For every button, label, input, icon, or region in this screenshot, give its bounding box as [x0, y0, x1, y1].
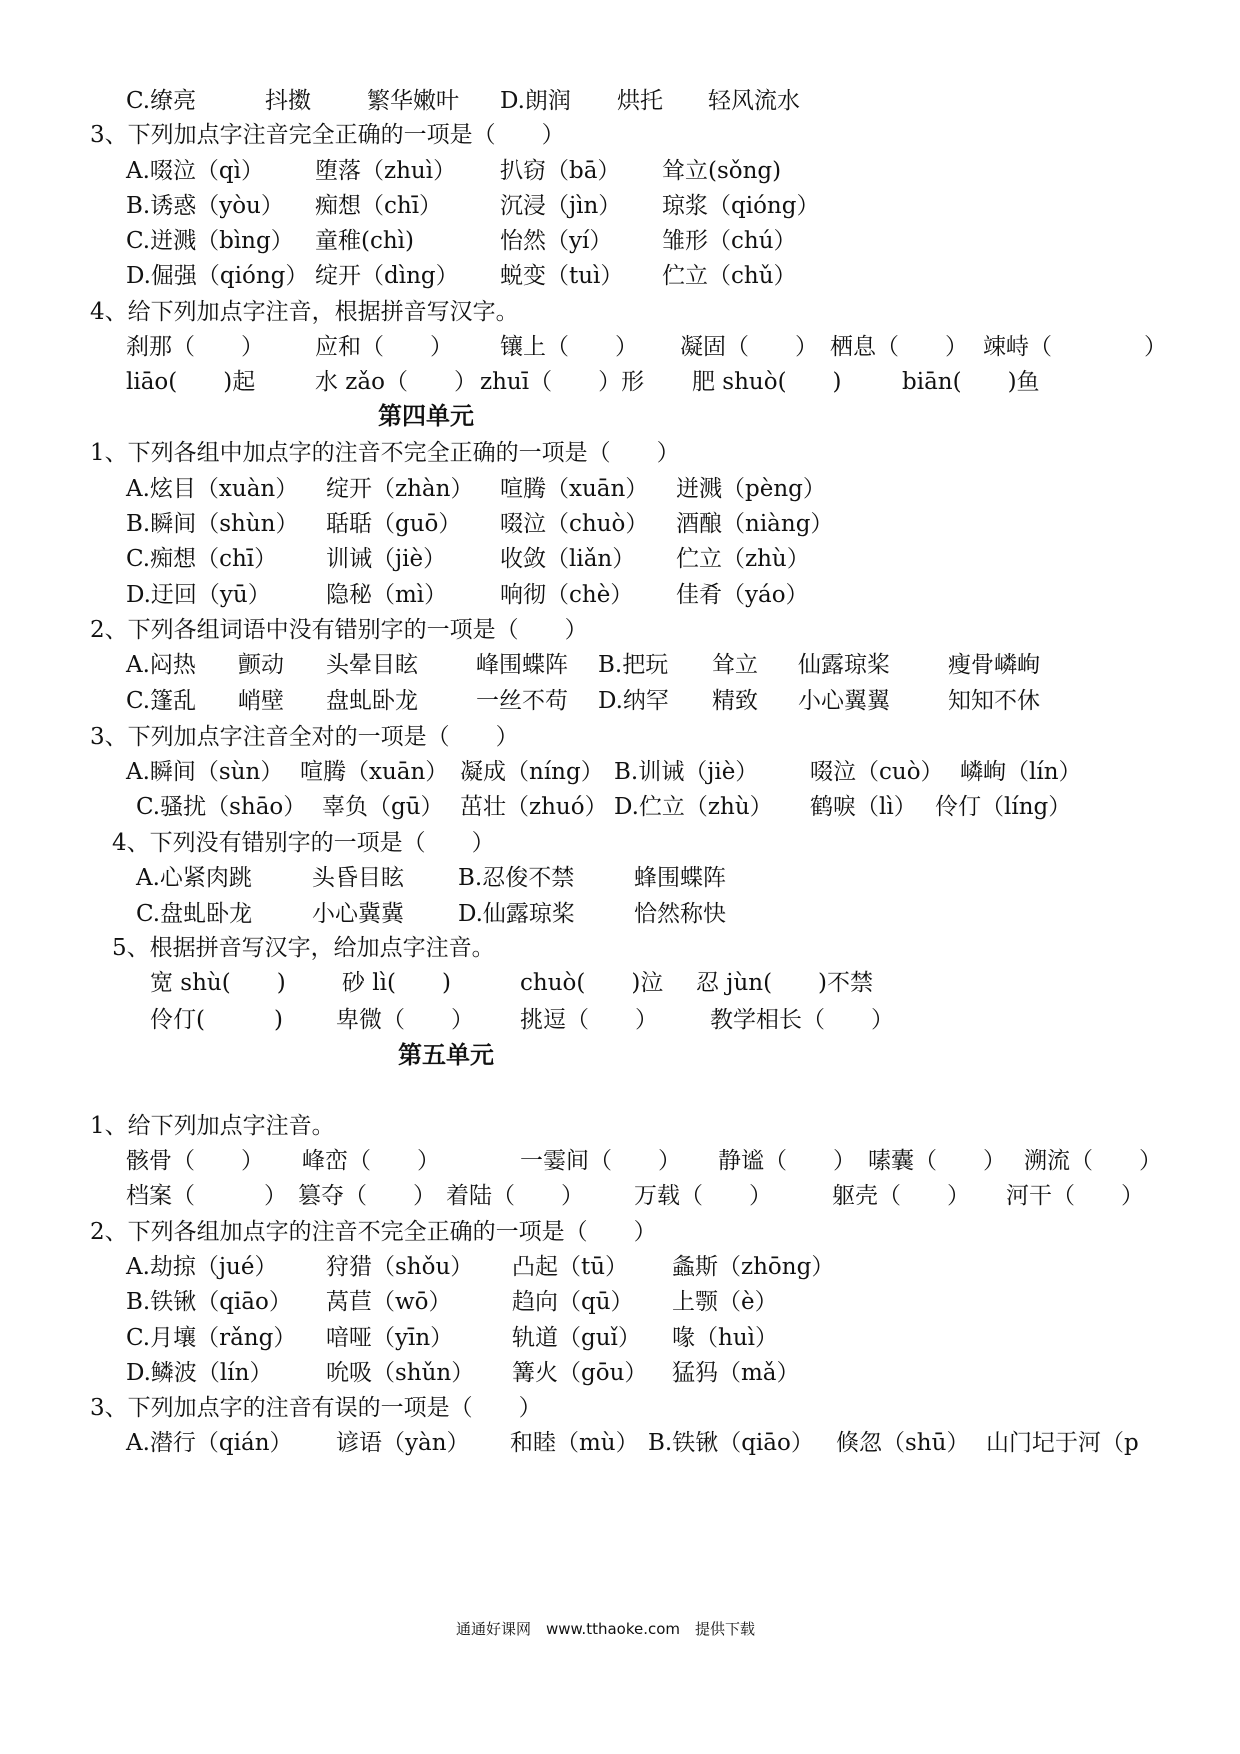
text-item: 堕落（zhuì） [315, 158, 457, 184]
text-item: 3、下列加点字的注音有误的一项是（ ） [90, 1395, 542, 1421]
text-item: 1、给下列加点字注音。 [90, 1113, 335, 1139]
text-line [0, 720, 1240, 754]
text-item: 莴苣（wō） [326, 1289, 452, 1315]
text-item: A.心紧肉跳 [136, 865, 252, 891]
text-item: D.迂回（yū） [126, 582, 271, 608]
text-item: B.忍俊不禁 [458, 865, 575, 891]
text-line [0, 436, 1240, 470]
text-item: 镶上（ ） [500, 334, 638, 360]
text-line [0, 295, 1240, 329]
text-item: 伫立（chǔ） [662, 263, 797, 289]
text-item: 怡然（yí） [500, 228, 613, 254]
text-line [0, 1003, 1240, 1037]
text-item: 仙露琼桨 [798, 652, 890, 678]
text-item: 轻风流水 [708, 88, 800, 114]
text-line [0, 1356, 1240, 1390]
text-item: 琼浆（qióng） [662, 193, 820, 219]
text-line [0, 1285, 1240, 1319]
text-item: C.盘虬卧龙 [136, 901, 253, 927]
text-item: D.倔强（qióng） [126, 263, 309, 289]
text-item: D.纳罕 [598, 688, 669, 714]
text-item: 水 zǎo（ ） [315, 369, 477, 395]
text-item: 2、下列各组加点字的注音不完全正确的一项是（ ） [90, 1219, 657, 1245]
text-item: C.篷乱 [126, 688, 197, 714]
text-item: A.啜泣（qì） [126, 158, 264, 184]
text-item: 喧腾（xuān） [500, 476, 649, 502]
text-line [0, 861, 1240, 895]
text-item: 和睦（mù） [510, 1430, 639, 1456]
text-item: 童稚(chì) [315, 228, 414, 254]
text-item: 喙（huì） [672, 1325, 778, 1351]
text-item: 狩猎（shǒu） [326, 1254, 474, 1280]
text-line [0, 472, 1240, 506]
text-item: 绽开（dìng） [315, 263, 459, 289]
text-item: 趋向（qū） [512, 1289, 634, 1315]
text-item: 知知不休 [948, 688, 1040, 714]
text-item: biān( )鱼 [902, 369, 1040, 395]
text-item: 猛犸（mǎ） [672, 1360, 800, 1386]
text-item: 收敛（liǎn） [500, 546, 636, 572]
text-item: A.潜行（qián） [126, 1430, 293, 1456]
text-item: 吮吸（shǔn） [326, 1360, 475, 1386]
text-item: 轨道（guǐ） [512, 1325, 641, 1351]
text-item: 2、下列各组词语中没有错别字的一项是（ ） [90, 617, 588, 643]
text-item: A.瞬间（sùn） [126, 759, 284, 785]
text-line [0, 826, 1240, 860]
text-item: 1、下列各组中加点字的注音不完全正确的一项是（ ） [90, 440, 680, 466]
text-item: 瘦骨嶙峋 [948, 652, 1040, 678]
text-item: 忍 jùn( )不禁 [696, 970, 874, 996]
text-item: 5、根据拼音写汉字，给加点字注音。 [112, 935, 495, 961]
text-line [0, 755, 1240, 789]
text-item: 隐秘（mì） [326, 582, 448, 608]
text-item: 喑哑（yīn） [326, 1325, 454, 1351]
text-item: 抖擞 [265, 88, 311, 114]
text-line [0, 507, 1240, 541]
text-line [0, 966, 1240, 1000]
text-line [0, 684, 1240, 718]
text-item: 头昏目眩 [312, 865, 404, 891]
text-item: 上颚（è） [672, 1289, 778, 1315]
text-item: 档案（ ） [126, 1183, 287, 1209]
text-item: B.训诫（jiè） [614, 759, 759, 785]
text-line [0, 1215, 1240, 1249]
text-item: chuò( )泣 [520, 970, 664, 996]
text-item: B.诱惑（yòu） [126, 193, 284, 219]
text-item: 迸溅（pèng） [676, 476, 826, 502]
text-item: 训诫（jiè） [326, 546, 447, 572]
text-item: liāo( )起 [126, 369, 256, 395]
text-item: 4、下列没有错别字的一项是（ ） [112, 830, 495, 856]
text-item: C.迸溅（bìng） [126, 228, 294, 254]
text-item: 栖息（ ） [830, 334, 968, 360]
text-item: 3、下列加点字注音完全正确的一项是（ ） [90, 122, 565, 148]
text-item: D.仙露琼桨 [458, 901, 575, 927]
text-item: 小心冀冀 [312, 901, 404, 927]
text-item: 凸起（tū） [512, 1254, 629, 1280]
text-item: 聒聒（guō） [326, 511, 462, 537]
text-item: 佳肴（yáo） [676, 582, 809, 608]
text-item: D.伫立（zhù） [614, 794, 773, 820]
text-item: B.把玩 [598, 652, 669, 678]
section-heading [0, 1038, 1240, 1072]
heading-text: 第四单元 [378, 401, 474, 430]
text-line [0, 648, 1240, 682]
text-item: 喧腾（xuān） [300, 759, 449, 785]
text-item: 宽 shù( ) [150, 970, 286, 996]
text-line [0, 1391, 1240, 1425]
text-item: 耸立 [712, 652, 758, 678]
text-line [0, 1144, 1240, 1178]
text-item: 响彻（chè） [500, 582, 634, 608]
text-item: 小心翼翼 [798, 688, 890, 714]
text-item: 茁壮（zhuó） [460, 794, 608, 820]
heading-text: 第五单元 [398, 1040, 494, 1069]
page-footer: 通通好课网 www.tthaoke.com 提供下载 [456, 1620, 756, 1638]
text-item: 伫立（zhù） [676, 546, 810, 572]
text-line [0, 330, 1240, 364]
text-item: 溯流（ ） [1024, 1148, 1162, 1174]
text-item: A.炫目（xuàn） [126, 476, 299, 502]
text-item: 盘虬卧龙 [326, 688, 418, 714]
text-item: 伶仃( ) [150, 1007, 283, 1033]
text-item: 万载（ ） [634, 1183, 772, 1209]
text-item: 鹤唳（lì） [810, 794, 917, 820]
text-item: D.鳞波（lín） [126, 1360, 273, 1386]
text-line [0, 1109, 1240, 1143]
text-line [0, 790, 1240, 824]
text-item: 头晕目眩 [326, 652, 418, 678]
text-item: 教学相长（ ） [710, 1007, 894, 1033]
text-item: 挑逗（ ） [520, 1007, 658, 1033]
text-item: C.月壤（rǎng） [126, 1325, 297, 1351]
text-item: 伶仃（líng） [935, 794, 1072, 820]
text-item: 躯壳（ ） [832, 1183, 970, 1209]
text-line [0, 118, 1240, 152]
text-item: 扒窃（bā） [500, 158, 621, 184]
text-item: 蜂围蝶阵 [634, 865, 726, 891]
text-item: 绽开（zhàn） [326, 476, 474, 502]
text-item: 恰然称快 [634, 901, 726, 927]
text-item: 嗉囊（ ） [868, 1148, 1006, 1174]
text-item: B.铁锹（qiāo） [126, 1289, 292, 1315]
text-item: 嶙峋（lín） [960, 759, 1082, 785]
text-item: 骸骨（ ） [126, 1148, 264, 1174]
text-item: 耸立(sǒng) [662, 158, 782, 184]
text-item: B.铁锹（qiāo） [648, 1430, 814, 1456]
section-heading [0, 399, 1240, 433]
text-item: 烘托 [617, 88, 663, 114]
text-item: C.痴想（chī） [126, 546, 278, 572]
text-line [0, 259, 1240, 293]
text-item: 峰峦（ ） [302, 1148, 440, 1174]
text-item: 辜负（gū） [322, 794, 444, 820]
text-item: 谚语（yàn） [336, 1430, 470, 1456]
text-line [0, 189, 1240, 223]
text-item: C.缭亮 [126, 88, 197, 114]
text-line [0, 224, 1240, 258]
text-line [0, 154, 1240, 188]
text-line [0, 897, 1240, 931]
text-item: 篡夺（ ） [298, 1183, 436, 1209]
text-item: 一丝不苟 [476, 688, 568, 714]
text-item: 竦峙（ ） [983, 334, 1167, 360]
text-line [0, 84, 1240, 118]
text-line [0, 365, 1240, 399]
text-line [0, 1250, 1240, 1284]
text-item: zhuī（ ）形 [480, 369, 645, 395]
text-item: 篝火（gōu） [512, 1360, 648, 1386]
text-item: 酒酿（niàng） [676, 511, 834, 537]
text-item: 沉浸（jìn） [500, 193, 622, 219]
text-item: 啜泣（chuò） [500, 511, 649, 537]
text-item: 繁华嫩叶 [367, 88, 459, 114]
text-item: 螽斯（zhōng） [672, 1254, 835, 1280]
text-item: B.瞬间（shùn） [126, 511, 299, 537]
text-item: C.骚扰（shāo） [136, 794, 307, 820]
text-item: 砂 lì( ) [342, 970, 451, 996]
text-item: 应和（ ） [315, 334, 453, 360]
text-item: 3、下列加点字注音全对的一项是（ ） [90, 724, 519, 750]
text-item: 啜泣（cuò） [810, 759, 944, 785]
text-item: 雏形（chú） [662, 228, 797, 254]
text-item: 痴想（chī） [315, 193, 443, 219]
text-item: D.朗润 [500, 88, 571, 114]
text-item: 山门圮于河（p [986, 1430, 1139, 1456]
text-line [0, 578, 1240, 612]
text-item: 静谧（ ） [718, 1148, 856, 1174]
text-item: 峰围蝶阵 [476, 652, 568, 678]
text-item: 卑微（ ） [336, 1007, 474, 1033]
text-item: 凝成（níng） [460, 759, 604, 785]
text-line [0, 1321, 1240, 1355]
text-item: 一霎间（ ） [520, 1148, 681, 1174]
text-item: A.闷热 [126, 652, 196, 678]
text-item: 着陆（ ） [446, 1183, 584, 1209]
text-line [0, 613, 1240, 647]
text-line [0, 542, 1240, 576]
text-item: 刹那（ ） [126, 334, 264, 360]
text-item: 河干（ ） [1006, 1183, 1144, 1209]
text-item: 4、给下列加点字注音，根据拼音写汉字。 [90, 299, 519, 325]
text-item: 精致 [712, 688, 758, 714]
text-item: 颤动 [238, 652, 284, 678]
text-line [0, 1179, 1240, 1213]
text-line [0, 931, 1240, 965]
text-item: 肥 shuò( ) [692, 369, 842, 395]
text-item: 蜕变（tuì） [500, 263, 624, 289]
text-item: A.劫掠（jué） [126, 1254, 278, 1280]
text-item: 倏忽（shū） [836, 1430, 970, 1456]
text-item: 峭壁 [238, 688, 284, 714]
text-item: 凝固（ ） [680, 334, 818, 360]
text-line [0, 1426, 1240, 1460]
